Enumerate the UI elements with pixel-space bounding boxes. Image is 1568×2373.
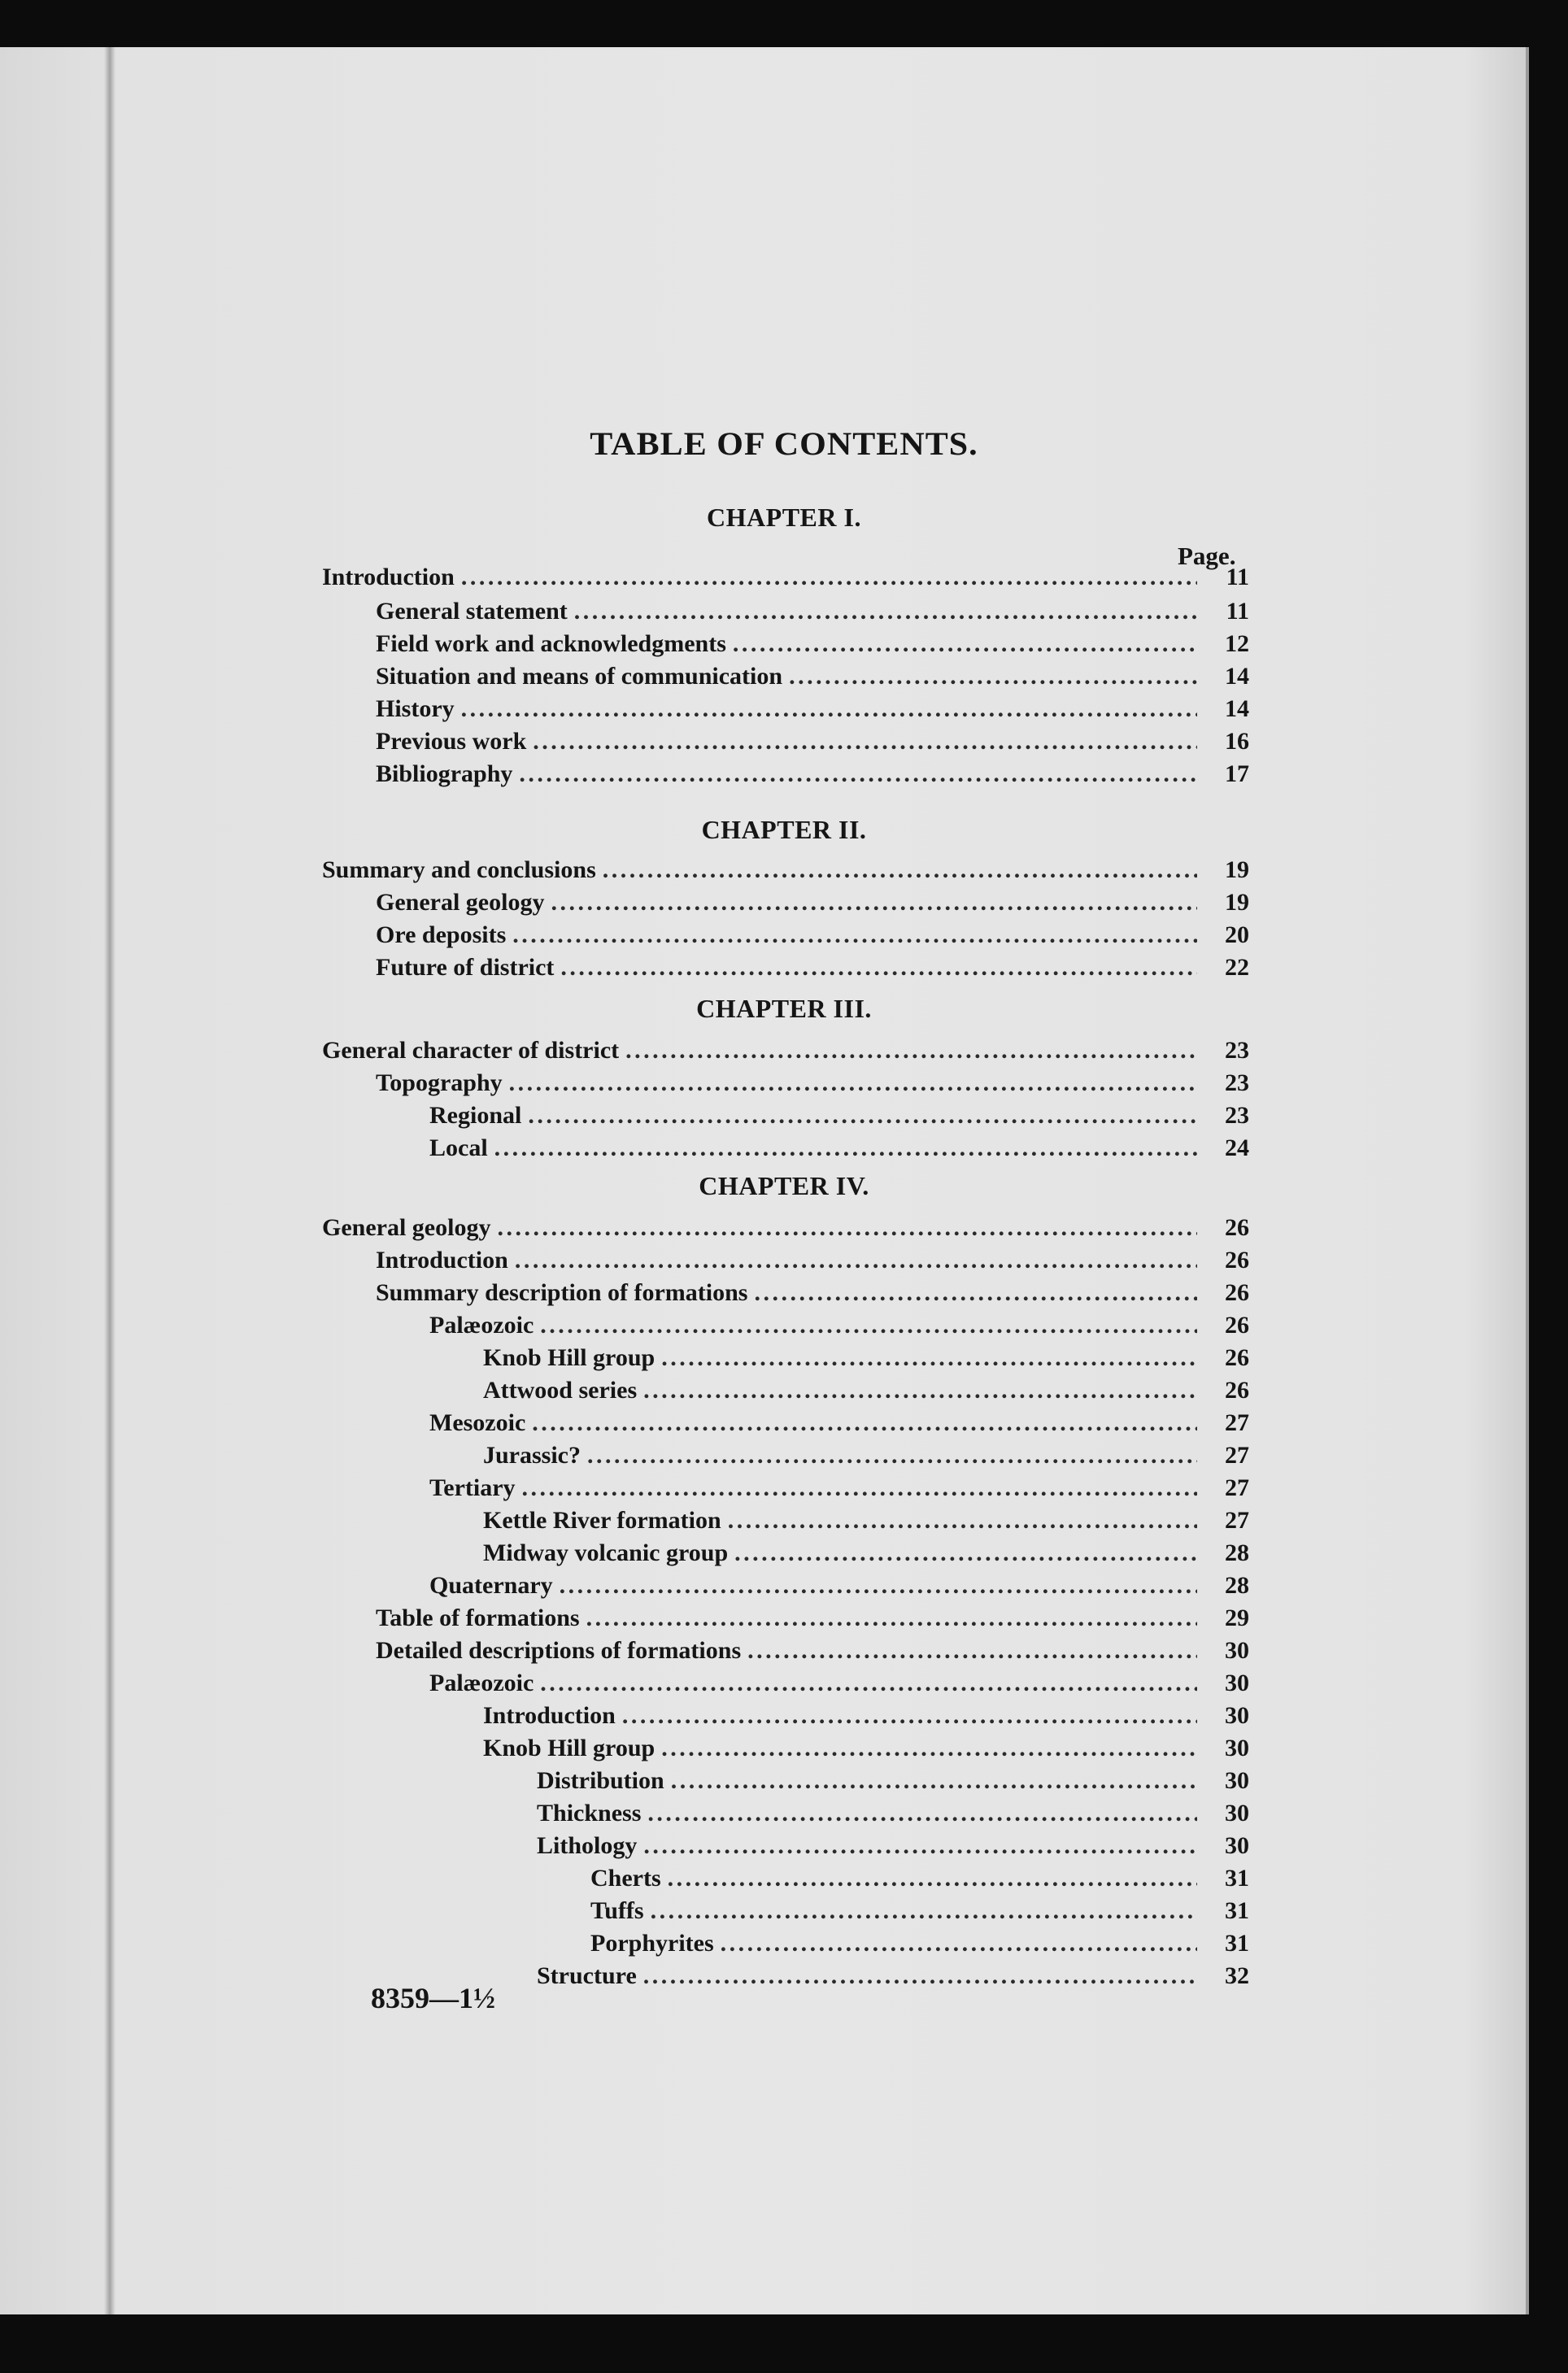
toc-entry-page: 28: [1225, 1572, 1249, 1599]
toc-entry-label: Future of district: [376, 954, 555, 981]
toc-entry[interactable]: [376, 660, 1249, 693]
toc-entry-page: 23: [1225, 1102, 1249, 1129]
toc-entry-page: 30: [1225, 1702, 1249, 1729]
toc-entry[interactable]: [483, 1342, 1249, 1374]
toc-entry-label: Thickness: [537, 1800, 642, 1827]
toc-entry-page: 30: [1225, 1670, 1249, 1696]
toc-entry-label: Knob Hill group: [483, 1735, 656, 1761]
dot-leader: [661, 1732, 1197, 1765]
toc-entry-label: Summary description of formations: [376, 1279, 748, 1306]
toc-entry-page: 30: [1225, 1800, 1249, 1827]
toc-entry-label: Knob Hill group: [483, 1344, 656, 1371]
toc-entry-page: 30: [1225, 1735, 1249, 1761]
toc-entry-label: Summary and conclusions: [322, 856, 596, 883]
toc-entry[interactable]: [376, 1277, 1249, 1309]
toc-entry-page: 27: [1225, 1507, 1249, 1534]
toc-entry-label: Field work and acknowledgments: [376, 630, 726, 657]
toc-entry-label: Distribution: [537, 1767, 664, 1794]
toc-entry[interactable]: [429, 1132, 1249, 1165]
dot-leader: [671, 1765, 1197, 1797]
toc-entry[interactable]: [483, 1439, 1249, 1472]
dot-leader: [528, 1099, 1197, 1132]
toc-entry[interactable]: [322, 854, 1249, 886]
dot-leader: [515, 1244, 1197, 1277]
toc-entry-label: Topography: [376, 1069, 503, 1096]
toc-entry-label: Introduction: [376, 1247, 508, 1274]
toc-entry-label: General geology: [376, 889, 545, 916]
toc-entry-page: 26: [1225, 1214, 1249, 1241]
toc-entry-label: Tertiary: [429, 1474, 516, 1501]
toc-entry-label: Table of formations: [376, 1604, 580, 1631]
chapter-heading: CHAPTER III.: [696, 994, 872, 1023]
toc-entry-page: 23: [1225, 1037, 1249, 1064]
toc-entry-label: Midway volcanic group: [483, 1539, 729, 1566]
dot-leader: [625, 1034, 1197, 1067]
dot-leader: [461, 561, 1197, 594]
toc-entry[interactable]: [590, 1927, 1249, 1960]
chapter-heading: CHAPTER I.: [707, 503, 861, 532]
toc-entry[interactable]: [376, 693, 1249, 725]
toc-entry[interactable]: [483, 1537, 1249, 1570]
dot-leader: [574, 595, 1197, 628]
toc-entry-page: 27: [1225, 1442, 1249, 1469]
dot-leader: [643, 1830, 1197, 1862]
toc-entry-page: 31: [1225, 1865, 1249, 1892]
toc-entry-page: 31: [1225, 1930, 1249, 1957]
toc-entry-page: 22: [1225, 954, 1249, 981]
toc-entry-page: 19: [1225, 856, 1249, 883]
toc-entry[interactable]: [322, 561, 1249, 594]
toc-entry-label: Local: [429, 1134, 488, 1161]
toc-entry-label: Tuffs: [590, 1897, 644, 1924]
toc-entry-label: Situation and means of communication: [376, 663, 783, 690]
toc-entry[interactable]: [376, 1635, 1249, 1667]
dot-leader: [603, 854, 1197, 886]
dot-leader: [551, 886, 1197, 919]
dot-leader: [643, 1374, 1197, 1407]
toc-entry-page: 26: [1225, 1247, 1249, 1274]
toc-title: TABLE OF CONTENTS.: [590, 425, 978, 462]
toc-entry-page: 16: [1225, 728, 1249, 755]
dot-leader: [497, 1212, 1197, 1244]
dot-leader: [643, 1960, 1197, 1992]
toc-entry-page: 30: [1225, 1832, 1249, 1859]
toc-entry-page: 17: [1225, 760, 1249, 787]
toc-entry[interactable]: [429, 1099, 1249, 1132]
toc-entry-page: 14: [1225, 663, 1249, 690]
dot-leader: [647, 1797, 1197, 1830]
dot-leader: [540, 1667, 1197, 1700]
dot-leader: [668, 1862, 1197, 1895]
toc-entry[interactable]: [590, 1895, 1249, 1927]
toc-entry-label: Bibliography: [376, 760, 513, 787]
toc-entry-page: 26: [1225, 1344, 1249, 1371]
dot-leader: [728, 1504, 1197, 1537]
dot-leader: [512, 919, 1197, 951]
toc-entry-label: Ore deposits: [376, 921, 507, 948]
dot-leader: [494, 1132, 1197, 1165]
toc-entry-label: Kettle River formation: [483, 1507, 721, 1534]
toc-entry-label: Structure: [537, 1962, 637, 1989]
toc-entry[interactable]: [322, 1034, 1249, 1067]
toc-entry-label: Attwood series: [483, 1377, 638, 1404]
toc-entry-label: Detailed descriptions of formations: [376, 1637, 742, 1664]
dot-leader: [586, 1602, 1197, 1635]
toc-entry-label: General geology: [322, 1214, 491, 1241]
toc-entry-page: 19: [1225, 889, 1249, 916]
chapter-heading: CHAPTER II.: [701, 815, 867, 844]
dot-leader: [522, 1472, 1197, 1504]
toc-entry[interactable]: [429, 1667, 1249, 1700]
toc-entry[interactable]: [376, 1244, 1249, 1277]
toc-entry[interactable]: [376, 595, 1249, 628]
toc-entry-page: 11: [1226, 564, 1249, 590]
toc-entry[interactable]: [483, 1374, 1249, 1407]
toc-entry-page: 14: [1225, 695, 1249, 722]
toc-entry-page: 26: [1225, 1377, 1249, 1404]
dot-leader: [789, 660, 1197, 693]
toc-entry-page: 32: [1225, 1962, 1249, 1989]
toc-entry-page: 20: [1225, 921, 1249, 948]
dot-leader: [532, 1407, 1197, 1439]
toc-entry[interactable]: [376, 628, 1249, 660]
dot-leader: [533, 725, 1197, 758]
toc-entry[interactable]: [537, 1797, 1249, 1830]
toc-entry-label: Palæozoic: [429, 1670, 534, 1696]
toc-entry[interactable]: [537, 1765, 1249, 1797]
chapter-heading: CHAPTER IV.: [699, 1171, 869, 1200]
dot-leader: [734, 1537, 1197, 1570]
toc-entry-label: General statement: [376, 598, 568, 625]
toc-entry-page: 23: [1225, 1069, 1249, 1096]
toc-entry[interactable]: [537, 1960, 1249, 1992]
toc-entry-page: 30: [1225, 1767, 1249, 1794]
toc-entry[interactable]: [376, 1602, 1249, 1635]
toc-entry-page: 11: [1226, 598, 1249, 625]
page-column-label: Page.: [1178, 542, 1236, 570]
toc-entry-label: Porphyrites: [590, 1930, 714, 1957]
dot-leader: [461, 693, 1197, 725]
toc-entry[interactable]: [429, 1407, 1249, 1439]
signature-mark: 8359—1½: [371, 1982, 495, 2014]
toc-entry[interactable]: [376, 1067, 1249, 1099]
toc-entry[interactable]: [376, 886, 1249, 919]
dot-leader: [560, 1570, 1197, 1602]
toc-entry-page: 24: [1225, 1134, 1249, 1161]
dot-leader: [747, 1635, 1197, 1667]
dot-leader: [661, 1342, 1197, 1374]
dot-leader: [587, 1439, 1197, 1472]
toc-entry[interactable]: [483, 1700, 1249, 1732]
toc-entry[interactable]: [429, 1472, 1249, 1504]
toc-entry-label: Introduction: [483, 1702, 616, 1729]
dot-leader: [721, 1927, 1197, 1960]
toc-entry-label: Cherts: [590, 1865, 661, 1892]
toc-entry-page: 26: [1225, 1312, 1249, 1339]
dot-leader: [754, 1277, 1197, 1309]
toc-entry-page: 28: [1225, 1539, 1249, 1566]
toc-entry[interactable]: [376, 951, 1249, 984]
toc-entry[interactable]: [376, 758, 1249, 790]
toc-entry-label: Lithology: [537, 1832, 638, 1859]
toc-entry[interactable]: [483, 1732, 1249, 1765]
toc-entry[interactable]: [376, 919, 1249, 951]
toc-entry-page: 12: [1225, 630, 1249, 657]
toc-entry[interactable]: [376, 725, 1249, 758]
toc-entry[interactable]: [590, 1862, 1249, 1895]
toc-entry-label: Mesozoic: [429, 1409, 526, 1436]
toc-entry-label: General character of district: [322, 1037, 620, 1064]
dot-leader: [509, 1067, 1197, 1099]
toc-entry[interactable]: [429, 1309, 1249, 1342]
dot-leader: [733, 628, 1197, 660]
toc-entry-page: 27: [1225, 1474, 1249, 1501]
dot-leader: [651, 1895, 1197, 1927]
toc-entry-label: Previous work: [376, 728, 527, 755]
toc-entry-page: 26: [1225, 1279, 1249, 1306]
toc-entry[interactable]: [537, 1830, 1249, 1862]
toc-entry-label: Introduction: [322, 564, 455, 590]
toc-entry-label: Regional: [429, 1102, 522, 1129]
toc-entry[interactable]: [322, 1212, 1249, 1244]
toc-entry[interactable]: [483, 1504, 1249, 1537]
toc-entry-page: 31: [1225, 1897, 1249, 1924]
dot-leader: [622, 1700, 1197, 1732]
toc-entry-page: 29: [1225, 1604, 1249, 1631]
dot-leader: [560, 951, 1197, 984]
toc-entry-page: 27: [1225, 1409, 1249, 1436]
toc-entry-label: Palæozoic: [429, 1312, 534, 1339]
dot-leader: [540, 1309, 1197, 1342]
toc-entry-label: History: [376, 695, 455, 722]
dot-leader: [519, 758, 1197, 790]
toc-entry[interactable]: [429, 1570, 1249, 1602]
toc-entry-page: 30: [1225, 1637, 1249, 1664]
toc-entry-label: Jurassic?: [483, 1442, 581, 1469]
toc-entry-label: Quaternary: [429, 1572, 553, 1599]
